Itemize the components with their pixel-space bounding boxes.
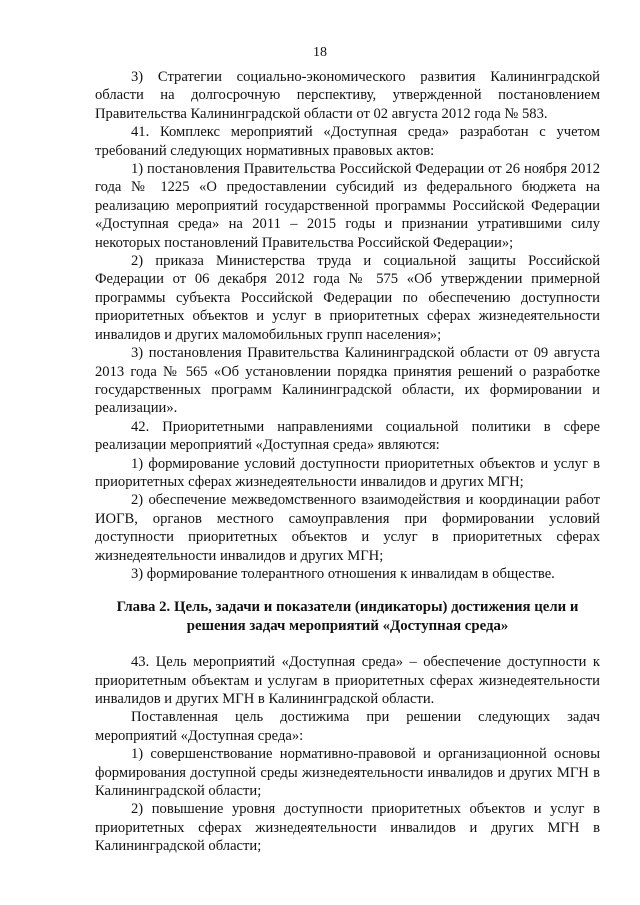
paragraph-42-item-2: 2) обеспечение межведомственного взаимодействия и координации работ ИОГВ, органов местного самоуправления при формировании условий доступности приоритетных объектов и услуг в приоритетных сферах жизнедеятельности инвалидов и других МГН; [95,492,600,564]
document-body [95,68,600,856]
chapter-heading [95,598,600,635]
paragraph-42-item-1: 1) формирование условий доступности приоритетных объектов и услуг в приоритетных сферах жизнедеятельности инвалидов и других МГН; [95,455,600,490]
paragraph-42-item-3: 3) формирование толерантного отношения к инвалидам в обществе. [131,565,555,582]
paragraph-strategy-item-3: 3) Стратегии социально-экономического развития Калининградской области на долгосрочную перспективу, утвержденной постановлением Правительства Калининградской области от 02 августа 2012 года № 583. [95,69,600,122]
page-number: 18 [313,45,327,60]
paragraph-43-task-1: 1) совершенствование нормативно-правовой и организационной основы формирования доступной среды жизнедеятельности инвалидов и других МГН в Калининградской области; [95,746,600,800]
paragraph-41: 41. Комплекс мероприятий «Доступная среда» разработан с учетом требований следующих нормативных правовых актов: [95,124,600,159]
paragraph-43-task-2: 2) повышение уровня доступности приоритетных объектов и услуг в приоритетных сферах жизнедеятельности инвалидов и других МГН в Калининградской области; [95,801,600,855]
chapter-heading-line-1: Глава 2. Цель, задачи и показатели (индикаторы) достижения цели и [116,599,579,616]
paragraph-43-tasks-intro: Поставленная цель достижима при решении следующих задач мероприятий «Доступная среда»: [95,709,600,744]
paragraph-42: 42. Приоритетными направлениями социальной политики в сфере реализации мероприятий «Доступная среда» являются: [95,418,600,454]
paragraph-41-item-3: 3) постановления Правительства Калининградской области от 09 августа 2013 года № 565 «Об установлении порядка принятия решений о разработке государственных программ Калининградской области, их формировании и реализации». [95,345,600,417]
chapter-heading-line-2: решения задач мероприятий «Доступная среда» [186,617,509,634]
paragraph-41-item-2: 2) приказа Министерства труда и социальной защиты Российской Федерации от 06 декабря 2012 года № 575 «Об утверждении примерной программы субъекта Российской Федерации по обеспечению доступности приоритетных объектов и услуг в приоритетных сферах жизнедеятельности инвалидов и других маломобильных групп населения»; [95,253,600,343]
paragraph-43: 43. Цель мероприятий «Доступная среда» – обеспечение доступности к приоритетным объектам и услугам в приоритетных сферах жизнедеятельности инвалидов и других МГН в Калининградской области. [95,654,600,707]
paragraph-41-item-1: 1) постановления Правительства Российской Федерации от 26 ноября 2012 года № 1225 «О предоставлении субсидий из федерального бюджета на реализацию мероприятий государственной программы Российской Федерации «Доступная среда» на 2011 – 2015 годы и признании утратившими силу некоторых постановлений Правительства Российской Федерации»; [95,161,600,251]
